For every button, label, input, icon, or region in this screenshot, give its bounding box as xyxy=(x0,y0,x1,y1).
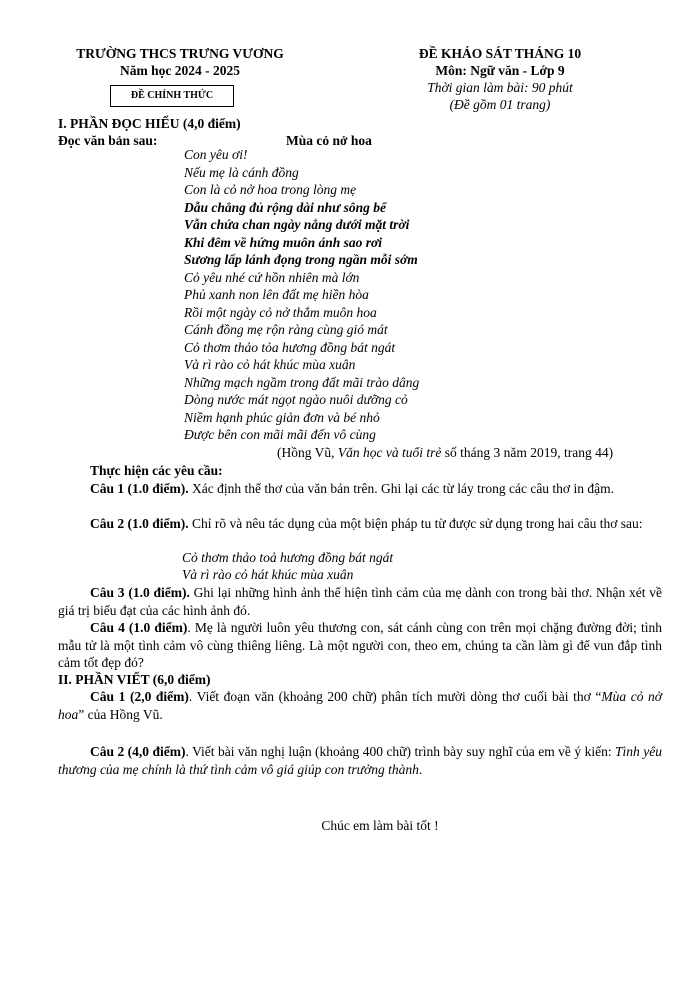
q3-label: Câu 3 (1.0 điểm). xyxy=(90,585,190,600)
w2-quote: Tình yêu thương của mẹ chính là thứ tình cảm vô giá giúp con trưởng thành xyxy=(58,744,662,777)
poem-line: Được bên con mãi mãi đến vô cùng xyxy=(184,427,376,442)
source-rest: số tháng 3 năm 2019, trang 44) xyxy=(441,445,614,460)
poem-line: Phủ xanh non lên đất mẹ hiền hòa xyxy=(184,287,369,302)
poem-line: Cỏ thơm thảo tỏa hương đồng bát ngát xyxy=(184,339,396,355)
poem-line: Và rì rào cỏ hát khúc mùa xuân xyxy=(184,357,356,372)
source-author: (Hồng Vũ, xyxy=(277,445,338,460)
official-stamp: ĐỀ CHÍNH THỨC xyxy=(110,85,234,107)
source-magazine: Văn học và tuổi trẻ xyxy=(337,445,442,460)
exam-subject: Môn: Ngữ văn - Lớp 9 xyxy=(435,63,565,78)
exam-title: ĐỀ KHẢO SÁT THÁNG 10 xyxy=(418,46,582,61)
q2-quote-line-2: Và rì rào cỏ hát khúc mùa xuân xyxy=(182,567,354,582)
question-1 xyxy=(58,480,662,498)
part1-heading: I. PHẦN ĐỌC HIỂU (4,0 điểm) xyxy=(58,116,241,131)
q2-quote-line-1: Cỏ thơm thảo toả hương đồng bát ngát xyxy=(182,550,394,565)
w1-text: . Viết đoạn văn (khoảng 200 chữ) phân tích mười dòng thơ cuối bài thơ “ xyxy=(188,689,602,704)
q1-label: Câu 1 (1.0 điểm). xyxy=(90,481,189,496)
poem-line-bold: Vẫn chứa chan ngày nắng dưới mặt trời xyxy=(184,217,410,232)
part2-heading: II. PHẦN VIẾT (6,0 điểm) xyxy=(58,672,211,687)
q2-label: Câu 2 (1.0 điểm). xyxy=(90,516,189,531)
question-3 xyxy=(58,584,662,619)
question-4 xyxy=(58,619,662,672)
w1-poem-title: Mùa cỏ nở hoa xyxy=(58,689,662,722)
writing-question-1 xyxy=(58,688,662,723)
q4-text: . Mẹ là người luôn yêu thương con, sát cánh cùng con trên mọi chặng đường đời; tình mẫu tử là một tình cảm vô cùng thiêng liêng. Là một người con, theo em, chúng ta cần làm gì để vun đắp tình cảm tốt đẹp đó? xyxy=(58,620,663,670)
w1-tail: ” của Hồng Vũ. xyxy=(78,706,163,722)
tasks-label: Thực hiện các yêu cầu: xyxy=(90,463,223,478)
poem-title: Mùa cỏ nở hoa xyxy=(286,133,372,148)
q2-text: Chỉ rõ và nêu tác dụng của một biện pháp tu từ được sử dụng trong hai câu thơ sau: xyxy=(188,516,643,531)
poem-line: Những mạch ngầm trong đất mãi trào dâng xyxy=(184,374,420,390)
school-year: Năm học 2024 - 2025 xyxy=(120,63,240,78)
w2-end: . xyxy=(418,761,423,777)
poem-source xyxy=(277,445,613,461)
poem-line: Cánh đồng mẹ rộn ràng cùng gió mát xyxy=(184,322,388,337)
poem-line: Con yêu ơi! xyxy=(184,147,248,162)
w2-text: . Viết bài văn nghị luận (khoảng 400 chữ) trình bày suy nghĩ của em về ý kiến: xyxy=(185,744,616,759)
poem-line-bold: Sương lấp lánh đọng trong ngần mỗi sớm xyxy=(184,252,418,267)
poem-line: Dòng nước mát ngọt ngào nuôi dưỡng cỏ xyxy=(184,392,408,407)
school-name: TRƯỜNG THCS TRƯNG VƯƠNG xyxy=(76,46,284,61)
q3-text: Ghi lại những hình ảnh thể hiện tình cảm của mẹ dành con trong bài thơ. Nhận xét về giá trị biểu đạt của các hình ảnh đó. xyxy=(58,585,662,618)
poem-line: Con là cỏ nở hoa trong lòng mẹ xyxy=(184,182,357,197)
read-label: Đọc văn bản sau: xyxy=(58,133,158,148)
poem-line: Rồi một ngày cỏ nở thắm muôn hoa xyxy=(184,304,377,320)
w2-label: Câu 2 (4,0 điểm) xyxy=(90,744,186,759)
poem-line: Niềm hạnh phúc giản đơn và bé nhỏ xyxy=(184,409,380,425)
poem-line-bold: Khi đêm về hứng muôn ánh sao rơi xyxy=(184,234,383,250)
poem xyxy=(184,146,604,444)
q4-label: Câu 4 (1.0 điểm) xyxy=(90,620,188,635)
poem-line: Nếu mẹ là cánh đồng xyxy=(184,164,299,180)
poem-line-bold: Dẫu chẳng đủ rộng dài như sông bể xyxy=(184,199,387,215)
exam-pages: (Đề gồm 01 trang) xyxy=(449,97,551,112)
exam-duration: Thời gian làm bài: 90 phút xyxy=(427,80,573,95)
closing-message: Chúc em làm bài tốt ! xyxy=(321,818,439,833)
writing-question-2 xyxy=(58,743,662,778)
question-2 xyxy=(58,515,662,533)
q1-text: Xác định thể thơ của văn bản trên. Ghi lại các từ láy trong các câu thơ in đậm. xyxy=(188,481,614,496)
poem-line: Cỏ yêu nhé cứ hồn nhiên mà lớn xyxy=(184,269,360,285)
w1-label: Câu 1 (2,0 điểm) xyxy=(90,689,189,704)
